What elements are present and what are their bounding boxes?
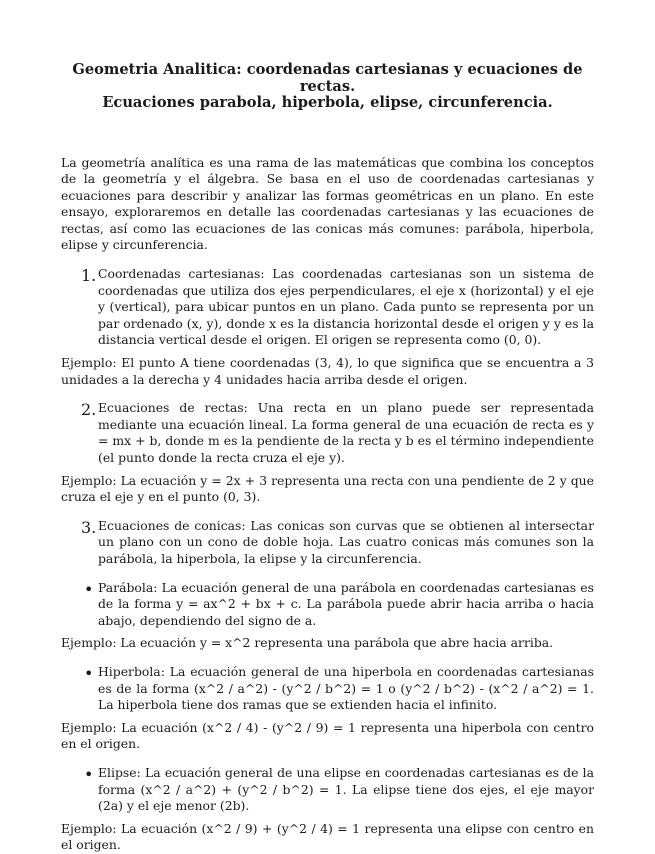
bullet-mark: •: [84, 579, 94, 599]
title-line-1: Geometria Analitica: coordenadas cartesianas y ecuaciones de rectas.: [72, 61, 583, 95]
list-number: 2.: [81, 400, 97, 420]
list-item-coordenadas: [61, 266, 594, 349]
example-paragraph-1: Ejemplo: El punto A tiene coordenadas (3, 4), lo que significa que se encuentra a 3 unidades a la derecha y 4 unidades hacia arriba desde el origen.: [61, 355, 594, 387]
intro-paragraph: La geometría analítica es una rama de las matemáticas que combina los conceptos de la geometría y el álgebra. Se basa en el uso de coordenadas cartesianas y ecuaciones para describir y analizar las formas geométricas en un plano. En este ensayo, exploraremos en detalle las coordenadas cartesianas y las ecuaciones de rectas, así como las ecuaciones de las conicas más comunes: parábola, hiperbola, elipse y circunferencia.: [61, 154, 594, 253]
bullet-parabola: [61, 580, 594, 630]
list-number: 3.: [81, 517, 97, 537]
list-item-rectas: [61, 400, 594, 466]
bullet-text: Parábola: La ecuación general de una parábola en coordenadas cartesianas es de la forma y = ax^2 + bx + c. La parábola puede abrir hacia arriba o hacia abajo, dependiendo del signo de a.: [98, 579, 594, 628]
list-item-conicas: [61, 518, 594, 568]
example-paragraph-4: Ejemplo: La ecuación (x^2 / 4) - (y^2 / 9) = 1 representa una hiperbola con centro en el origen.: [61, 719, 594, 752]
example-paragraph-3: Ejemplo: La ecuación y = x^2 representa una parábola que abre hacia arriba.: [61, 635, 554, 651]
title-line-2: Ecuaciones parabola, hiperbola, elipse, circunferencia.: [102, 94, 553, 111]
list-number: 1.: [81, 266, 97, 286]
list-item-text: Coordenadas cartesianas: Las coordenadas cartesianas son un sistema de coordenadas que utiliza dos ejes perpendiculares, el eje x (horizontal) y el eje y (vertical), para ubicar puntos en un plano. Cada punto se representa por un par ordenado (x, y), donde x es la distancia horizontal desde el origen y y es la distancia vertical desde el origen. El origen se representa como (0, 0).: [98, 266, 594, 348]
document-page: [61, 0, 594, 854]
list-item-text: Ecuaciones de rectas: Una recta en un plano puede ser representada mediante una ecuación lineal. La forma general de una ecuación de recta es y = mx + b, donde m es la pendiente de la recta y b es el término independiente (el punto donde la recta cruza el eje y).: [98, 400, 594, 465]
list-item-text: Ecuaciones de conicas: Las conicas son curvas que se obtienen al intersectar un plano con un cono de doble hoja. Las cuatro conicas más comunes son la parábola, la hiperbola, la elipse y la circunferencia.: [98, 517, 594, 566]
bullet-text: Elipse: La ecuación general de una elipse en coordenadas cartesianas es de la forma (x^2 / a^2) + (y^2 / b^2) = 1. La elipse tiene dos ejes, el eje mayor (2a) y el eje menor (2b).: [98, 764, 594, 814]
document-title: [61, 62, 594, 112]
bullet-mark: •: [84, 663, 94, 683]
bullet-text: Hiperbola: La ecuación general de una hiperbola en coordenadas cartesianas es de la forma (x^2 / a^2) - (y^2 / b^2) = 1 o (y^2 / b^2) - (x^2 / a^2) = 1. La hiperbola tiene dos ramas que se extienden hacia el infinito.: [98, 663, 594, 713]
example-paragraph-5: Ejemplo: La ecuación (x^2 / 9) + (y^2 / 4) = 1 representa una elipse con centro en el origen.: [61, 820, 594, 853]
example-paragraph-2: Ejemplo: La ecuación y = 2x + 3 representa una recta con una pendiente de 2 y que cruza el eje y en el punto (0, 3).: [61, 472, 594, 505]
bullet-mark: •: [84, 764, 94, 784]
bullet-elipse: [61, 765, 594, 815]
bullet-hiperbola: [61, 664, 594, 714]
